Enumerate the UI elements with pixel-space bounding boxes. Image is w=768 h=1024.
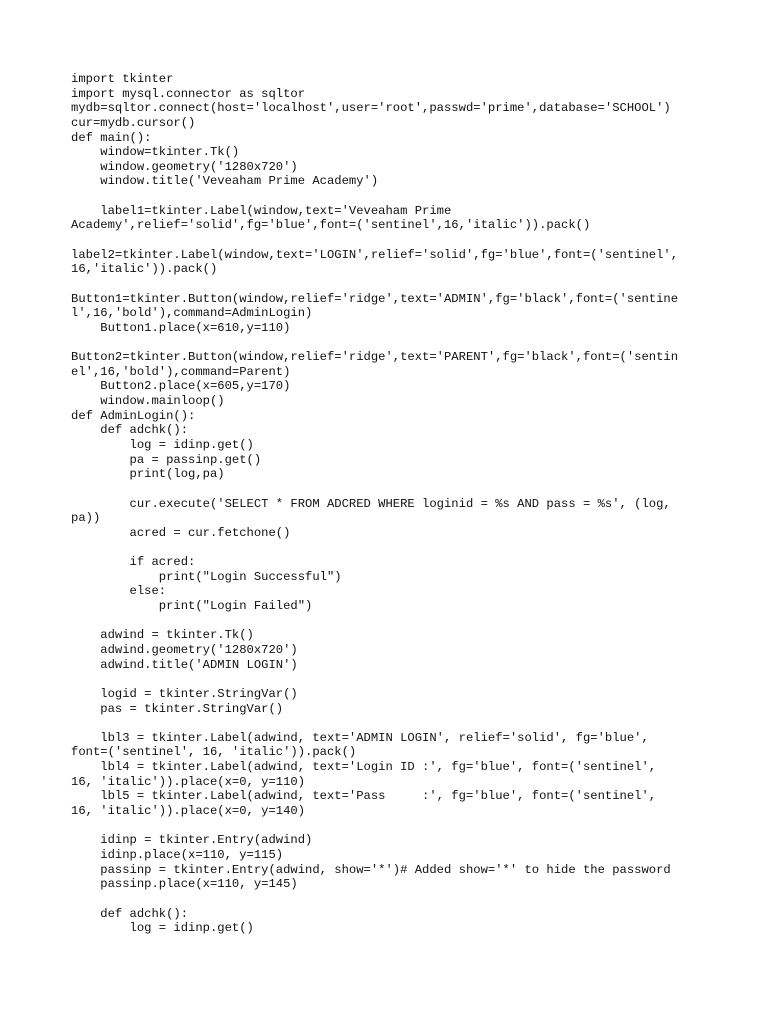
code-line: 16,'italic')).pack() bbox=[71, 262, 218, 277]
code-line: passinp = tkinter.Entry(adwind, show='*')# Added show='*' to hide the password bbox=[71, 862, 671, 877]
code-line: cur.execute('SELECT * FROM ADCRED WHERE loginid = %s AND pass = %s', (log, bbox=[71, 496, 671, 511]
code-line: pa = passinp.get() bbox=[71, 452, 262, 467]
code-line bbox=[71, 892, 701, 907]
code-line: lbl3 = tkinter.Label(adwind, text='ADMIN LOGIN', relief='solid', fg='blue', bbox=[71, 730, 649, 745]
code-line: el',16,'bold'),command=Parent) bbox=[71, 364, 291, 379]
code-line: window=tkinter.Tk() bbox=[71, 145, 240, 160]
code-line: import tkinter bbox=[71, 72, 174, 86]
code-line: idinp = tkinter.Entry(adwind) bbox=[71, 833, 313, 848]
code-line: def adchk(): bbox=[71, 423, 189, 438]
code-line: window.mainloop() bbox=[71, 394, 225, 409]
code-line: 16, 'italic')).place(x=0, y=110) bbox=[71, 774, 306, 789]
code-line bbox=[71, 614, 701, 629]
code-line: acred = cur.fetchone() bbox=[71, 525, 291, 540]
code-line: label2=tkinter.Label(window,text='LOGIN',relief='solid',fg='blue',font=('sentinel', bbox=[71, 247, 679, 262]
code-line: window.title('Veveaham Prime Academy') bbox=[71, 174, 379, 189]
code-line: Button2.place(x=605,y=170) bbox=[71, 379, 291, 394]
code-line: log = idinp.get() bbox=[71, 921, 254, 936]
code-line bbox=[71, 819, 701, 834]
code-line: label1=tkinter.Label(window,text='Veveaham Prime bbox=[71, 203, 452, 218]
code-line bbox=[71, 336, 701, 351]
code-line: log = idinp.get() bbox=[71, 438, 254, 453]
code-line: else: bbox=[71, 584, 167, 599]
code-line bbox=[71, 233, 701, 248]
code-line: l',16,'bold'),command=AdminLogin) bbox=[71, 306, 313, 321]
code-line bbox=[71, 482, 701, 497]
code-line: window.geometry('1280x720') bbox=[71, 159, 298, 174]
code-line bbox=[71, 672, 701, 687]
code-line: import mysql.connector as sqltor bbox=[71, 86, 306, 101]
code-line: cur=mydb.cursor() bbox=[71, 115, 196, 130]
code-line: print("Login Failed") bbox=[71, 599, 313, 614]
code-line: pa)) bbox=[71, 511, 101, 526]
code-line bbox=[71, 716, 701, 731]
code-line: 16, 'italic')).place(x=0, y=140) bbox=[71, 804, 306, 819]
code-line: passinp.place(x=110, y=145) bbox=[71, 877, 298, 892]
code-line bbox=[71, 541, 701, 556]
code-line: lbl5 = tkinter.Label(adwind, text='Pass :', fg='blue', font=('sentinel', bbox=[71, 789, 657, 804]
code-line: Academy',relief='solid',fg='blue',font=('sentinel',16,'italic')).pack() bbox=[71, 218, 591, 233]
code-line: pas = tkinter.StringVar() bbox=[71, 701, 284, 716]
code-listing bbox=[71, 72, 701, 936]
code-line: adwind.geometry('1280x720') bbox=[71, 642, 298, 657]
code-line bbox=[71, 277, 701, 292]
code-line: def adchk(): bbox=[71, 906, 189, 921]
code-line: adwind.title('ADMIN LOGIN') bbox=[71, 657, 298, 672]
code-line: font=('sentinel', 16, 'italic')).pack() bbox=[71, 745, 357, 760]
code-line: if acred: bbox=[71, 555, 196, 570]
code-line: mydb=sqltor.connect(host='localhost',user='root',passwd='prime',database='SCHOOL') bbox=[71, 101, 671, 116]
code-line: lbl4 = tkinter.Label(adwind, text='Login ID :', fg='blue', font=('sentinel', bbox=[71, 760, 657, 775]
code-line: print(log,pa) bbox=[71, 467, 225, 482]
code-line: Button2=tkinter.Button(window,relief='ridge',text='PARENT',fg='black',font=('sentin bbox=[71, 350, 679, 365]
code-line: Button1=tkinter.Button(window,relief='ridge',text='ADMIN',fg='black',font=('sentine bbox=[71, 291, 679, 306]
code-line: print("Login Successful") bbox=[71, 569, 342, 584]
code-line: Button1.place(x=610,y=110) bbox=[71, 320, 291, 335]
code-line bbox=[71, 189, 701, 204]
code-line: idinp.place(x=110, y=115) bbox=[71, 847, 284, 862]
code-line: def main(): bbox=[71, 130, 152, 145]
code-line: logid = tkinter.StringVar() bbox=[71, 686, 298, 701]
code-line: adwind = tkinter.Tk() bbox=[71, 628, 254, 643]
code-line: def AdminLogin(): bbox=[71, 408, 196, 423]
